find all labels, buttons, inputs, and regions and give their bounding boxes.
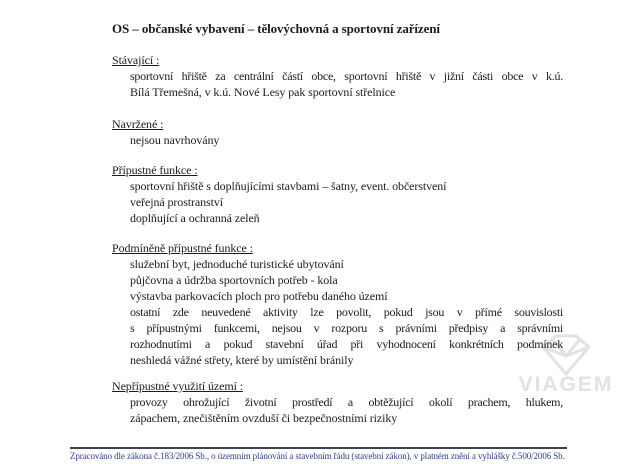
section-heading — [112, 162, 563, 178]
document-content — [112, 20, 563, 426]
section-heading-text: Podmíněně přípustné funkce : — [112, 241, 253, 255]
document-title: OS – občanské vybavení – tělovýchovná a sportovní zařízení — [112, 21, 440, 36]
body-line: rozhodnutími a pokud stavební úřad při vyhodnocení konkrétních podmínek — [130, 337, 563, 351]
body-line: veřejná prostranství — [130, 195, 223, 209]
section-heading-text: Přípustné funkce : — [112, 163, 198, 177]
section-heading — [112, 52, 563, 68]
section-heading-text: Navržené : — [112, 117, 164, 131]
body-line: s přípustnými funkcemi, nejsou v rozporu s právními předpisy a správními — [130, 321, 563, 335]
body-line: zápachem, znečištěním ovzduší či bezpečnostními riziky — [130, 411, 398, 425]
section-navrzene — [112, 116, 563, 148]
body-line: ostatní zde neuvedené aktivity lze povolit, pokud jsou v přímé souvislosti — [130, 305, 563, 319]
footer — [70, 447, 567, 462]
body-line: neshledá vážné střety, které by umístění bránily — [130, 353, 354, 367]
body-line: sportovní hřiště s doplňujícími stavbami – šatny, event. občerstvení — [130, 179, 447, 193]
section-nepripustne-vyuziti — [112, 378, 563, 426]
body-line: Bílá Třemešná, v k.ú. Nové Lesy pak sportovní střelnice — [130, 85, 396, 99]
watermark-text: VIAGEM — [518, 373, 614, 396]
body-line: provozy ohrožující životní prostředí a obtěžující okolí prachem, hlukem, — [130, 395, 563, 409]
section-heading — [112, 240, 563, 256]
body-line: sportovní hřiště za centrální částí obce, sportovní hřiště v jižní části obce v k.ú. — [130, 69, 563, 83]
section-pripustne-funkce — [112, 162, 563, 226]
section-heading-text: Stávající : — [112, 53, 160, 67]
section-stavajici — [112, 52, 563, 100]
section-heading — [112, 116, 563, 132]
body-line: výstavba parkovacích ploch pro potřebu daného území — [130, 289, 388, 303]
body-line: nejsou navrhovány — [130, 133, 220, 147]
body-line: půjčovna a údržba sportovních potřeb - kola — [130, 273, 338, 287]
section-heading-text: Nepřípustné využití území : — [112, 379, 243, 393]
body-line: služební byt, jednoduché turistické ubytování — [130, 257, 344, 271]
footer-citation: Zpracováno dle zákona č.183/2006 Sb., o územním plánování a stavebním řádu (stavební zákon), v platném znění a vyhlášky č.500/2006 Sb. — [70, 451, 565, 461]
body-line: doplňující a ochranná zeleň — [130, 211, 260, 225]
section-heading — [112, 378, 563, 394]
section-podminene-pripustne-funkce — [112, 240, 563, 368]
